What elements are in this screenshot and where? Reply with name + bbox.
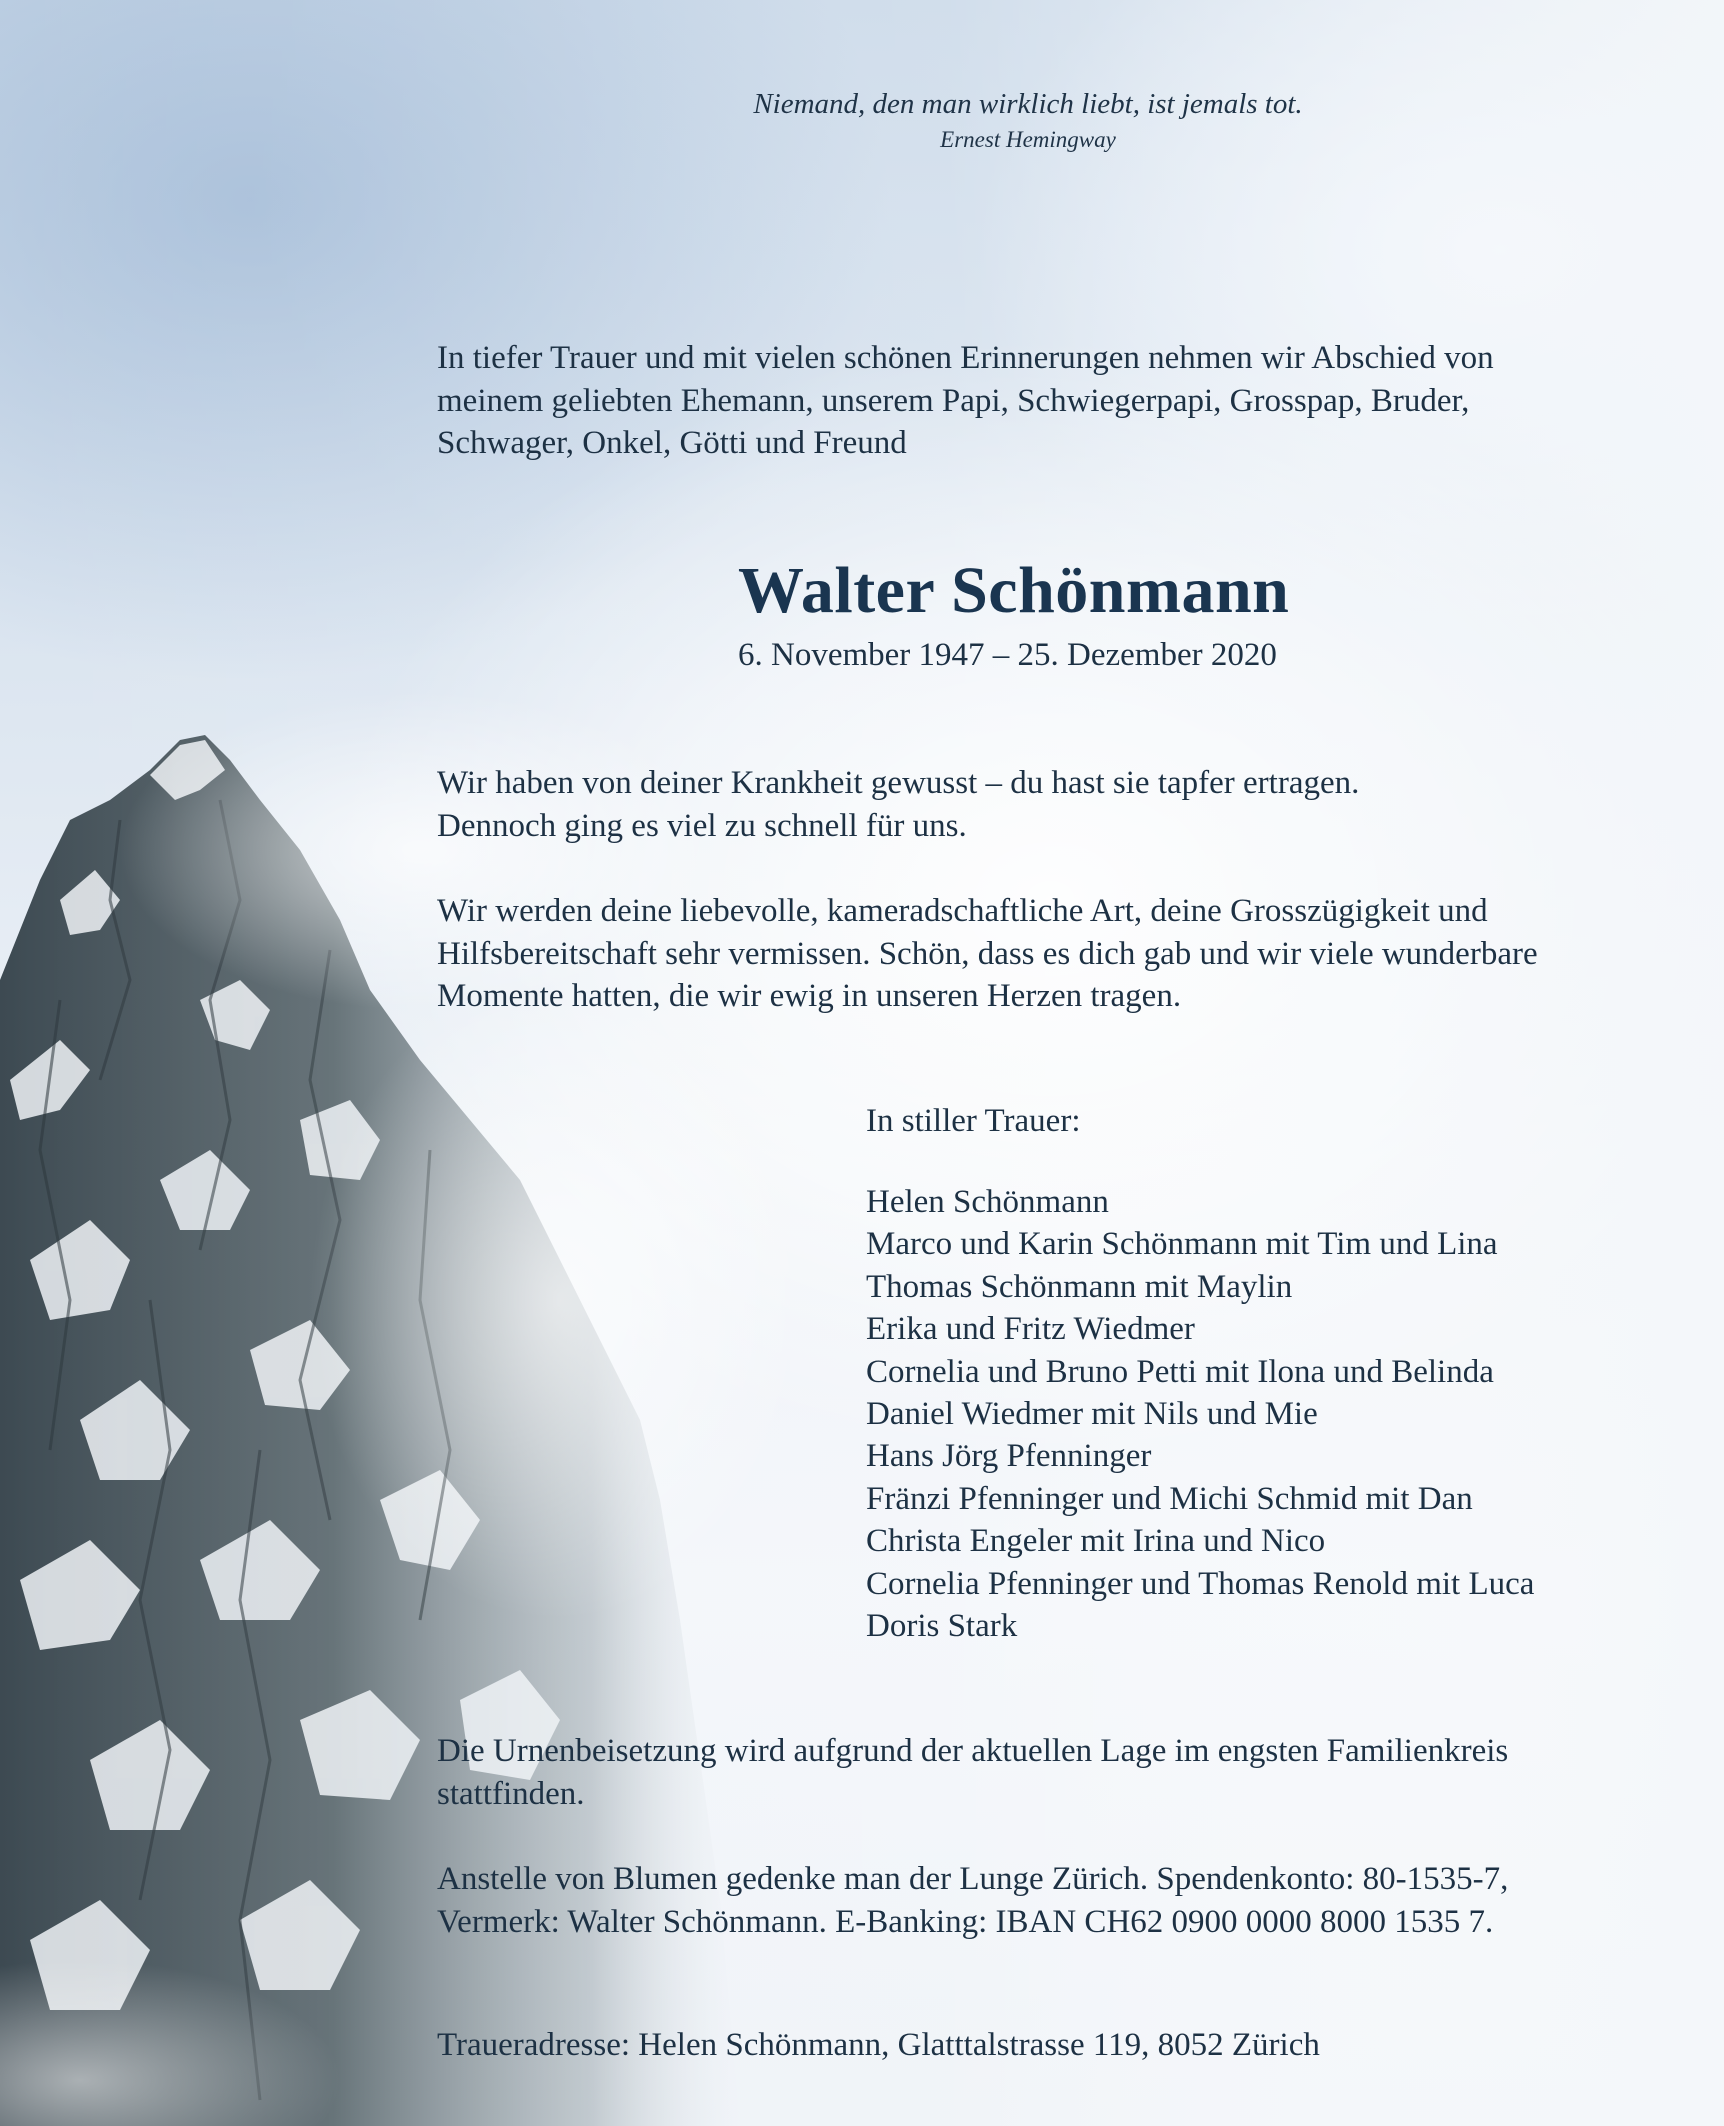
mourner-name: Helen Schönmann [866,1184,1109,1220]
quote-text: Niemand, den man wirklich liebt, ist jemals tot. [753,88,1303,120]
paragraph-line: Wir haben von deiner Krankheit gewusst – du hast sie tapfer ertragen. [437,765,1360,801]
deceased-name: Walter Schönmann [738,554,1290,627]
paragraph-line: Dennoch ging es viel zu schnell für uns. [437,807,967,844]
paragraph-line: Wir werden deine liebevolle, kameradschaftliche Art, deine Grosszügigkeit und [437,893,1488,929]
paragraph-line: Vermerk: Walter Schönmann. E-Banking: IBAN CH62 0900 0000 8000 1535 7. [437,1903,1494,1940]
mourners-list [866,1181,1534,1647]
mourner-name: Christa Engeler mit Irina und Nico [866,1523,1326,1560]
memories-paragraph [437,890,1538,1018]
intro-paragraph [437,337,1494,465]
paragraph-line: Hilfsbereitschaft sehr vermissen. Schön, dass es dich gab und wir viele wunderbare [437,935,1538,972]
mourner-name: Marco und Karin Schönmann mit Tim und Lina [866,1226,1498,1263]
paragraph-line: Anstelle von Blumen gedenke man der Lunge Zürich. Spendenkonto: 80-1535-7, [437,1861,1509,1897]
mourner-name: Hans Jörg Pfenninger [866,1438,1152,1475]
paragraph-line: Momente hatten, die wir ewig in unseren Herzen tragen. [437,978,1182,1014]
mourner-name: Fränzi Pfenninger und Michi Schmid mit Dan [866,1480,1473,1517]
intro-line: meinem geliebten Ehemann, unserem Papi, Schwiegerpapi, Grosspap, Bruder, [437,382,1470,419]
mourner-name: Erika und Fritz Wiedmer [866,1311,1195,1348]
mourner-name: Doris Stark [866,1608,1018,1645]
mourning-address: Traueradresse: Helen Schönmann, Glatttalstrasse 119, 8052 Zürich [437,2027,1320,2063]
mourner-name: Cornelia Pfenninger und Thomas Renold mit Luca [866,1565,1535,1602]
donation-notice [437,1858,1508,1943]
intro-line: In tiefer Trauer und mit vielen schönen Erinnerungen nehmen wir Abschied von [437,340,1494,376]
mourning-label: In stiller Trauer: [866,1103,1081,1139]
illness-paragraph [437,762,1359,847]
mourner-name: Thomas Schönmann mit Maylin [866,1268,1293,1305]
paragraph-line: stattfinden. [437,1775,585,1812]
mourner-name: Cornelia und Bruno Petti mit Ilona und Belinda [866,1353,1494,1390]
burial-notice [437,1730,1508,1815]
paragraph-line: Die Urnenbeisetzung wird aufgrund der aktuellen Lage im engsten Familienkreis [437,1733,1509,1769]
quote-author: Ernest Hemingway [940,127,1116,152]
intro-line: Schwager, Onkel, Götti und Freund [437,425,907,461]
life-dates: 6. November 1947 – 25. Dezember 2020 [738,637,1277,673]
mourner-name: Daniel Wiedmer mit Nils und Mie [866,1396,1318,1433]
